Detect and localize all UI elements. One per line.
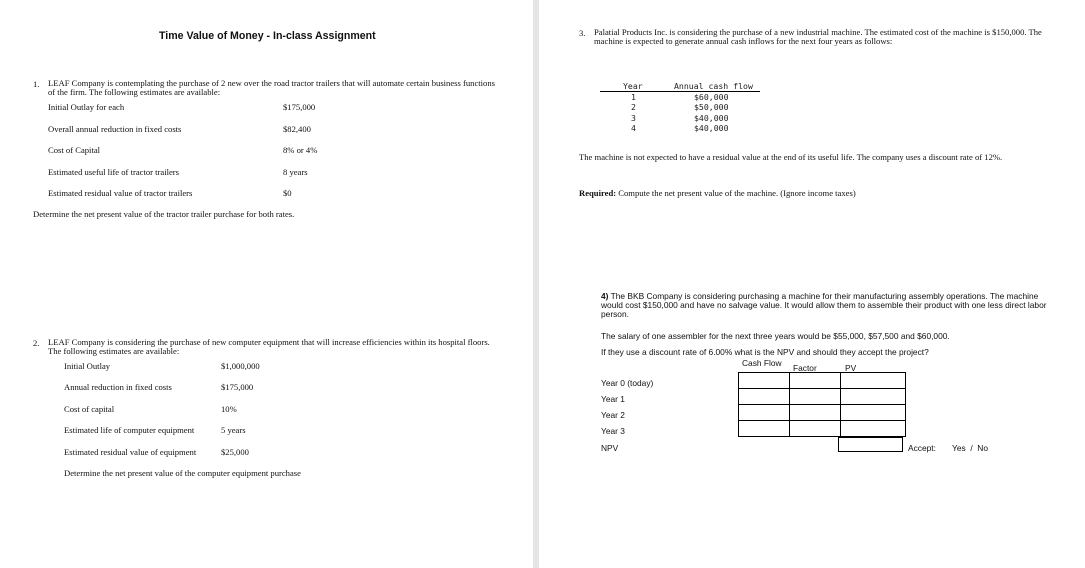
q1-number: 1. <box>33 79 40 89</box>
pv-cell[interactable] <box>841 405 906 421</box>
q2-row-value: 5 years <box>221 425 246 435</box>
q1-row-value: 8 years <box>283 167 308 177</box>
q3-required-line <box>579 188 856 198</box>
q2-row-label: Annual reduction in fixed costs <box>64 382 172 392</box>
q1-text: LEAF Company is contemplating the purchase of 2 new over the road tractor trailers that will automate certain business functions of the firm. The following estimates are available: <box>48 78 495 97</box>
factor-cell[interactable] <box>790 373 841 389</box>
cash-flow-cell[interactable] <box>739 389 790 405</box>
q2-row-value: $175,000 <box>221 382 254 392</box>
row-label-npv: NPV <box>601 443 619 453</box>
cash-flow-cell[interactable] <box>739 373 790 389</box>
q2-text: LEAF Company is considering the purchase of new computer equipment that will increase efficiencies within its hospital floors. The following estimates are available: <box>48 337 490 356</box>
q3-year-cell: 4 <box>631 123 636 133</box>
left-page <box>0 0 533 568</box>
q3-required-label: Required: <box>579 188 617 198</box>
factor-cell[interactable] <box>790 421 841 437</box>
q3-flow-cell: $50,000 <box>694 102 729 112</box>
q2-row-label: Estimated life of computer equipment <box>64 425 195 435</box>
q3-flow-header: Annual cash flow <box>674 81 753 91</box>
q2-instruction: Determine the net present value of the computer equipment purchase <box>64 468 301 478</box>
q3-year-cell: 1 <box>631 92 636 102</box>
q3-note: The machine is not expected to have a residual value at the end of its useful life. The company uses a discount rate of 12%. <box>579 152 1003 162</box>
q1-row-label: Initial Outlay for each <box>48 102 125 112</box>
factor-cell[interactable] <box>790 405 841 421</box>
q1-row-value: $0 <box>283 188 292 198</box>
col-header-cash-flow: Cash Flow <box>742 358 782 368</box>
npv-worksheet-table <box>738 372 906 437</box>
row-label-year0: Year 0 (today) <box>601 378 654 388</box>
q2-row-value: $25,000 <box>221 447 249 457</box>
q1-row-label: Estimated residual value of tractor trailers <box>48 188 193 198</box>
q3-year-cell: 2 <box>631 102 636 112</box>
accept-label: Accept: <box>908 443 936 453</box>
header-rule <box>600 91 760 92</box>
q4-number: 4) <box>601 291 609 301</box>
q3-required-text: Compute the net present value of the machine. (Ignore income taxes) <box>618 188 856 198</box>
q4-text1: 4) The BKB Company is considering purchasing a machine for their manufacturing assembly operations. The machine would cost $150,000 and have no salvage value. It would allow them to assemble their product with one less direct labor person. <box>601 291 1047 319</box>
row-label-year1: Year 1 <box>601 394 625 404</box>
q1-row-label: Cost of Capital <box>48 145 101 155</box>
q1-row-value: $82,400 <box>283 124 311 134</box>
right-page <box>539 0 1085 568</box>
q3-flow-cell: $60,000 <box>694 92 729 102</box>
table-row <box>739 373 906 389</box>
q1-row-label: Overall annual reduction in fixed costs <box>48 124 182 134</box>
accept-options[interactable]: Yes / No <box>952 443 989 453</box>
pv-cell[interactable] <box>841 389 906 405</box>
col-header-pv: PV <box>845 363 857 373</box>
table-row <box>739 421 906 437</box>
q3-number: 3. <box>579 28 586 38</box>
table-row <box>739 389 906 405</box>
q2-row-label: Estimated residual value of equipment <box>64 447 197 457</box>
q3-flow-cell: $40,000 <box>694 113 729 123</box>
q3-flow-cell: $40,000 <box>694 123 729 133</box>
q2-row-label: Cost of capital <box>64 404 115 414</box>
pv-cell[interactable] <box>841 421 906 437</box>
factor-cell[interactable] <box>790 389 841 405</box>
col-header-factor: Factor <box>793 363 817 373</box>
npv-cell[interactable] <box>838 437 903 452</box>
q1-row-label: Estimated useful life of tractor trailers <box>48 167 180 177</box>
q4-text2: The salary of one assembler for the next three years would be $55,000, $57,500 and $60,000. <box>601 331 950 341</box>
q3-year-header: Year <box>623 81 643 91</box>
q1-row-value: $175,000 <box>283 102 316 112</box>
page-title: Time Value of Money - In-class Assignment <box>159 30 376 42</box>
cash-flow-cell[interactable] <box>739 405 790 421</box>
q2-number: 2. <box>33 338 40 348</box>
q2-row-value: 10% <box>221 404 237 414</box>
q2-row-value: $1,000,000 <box>221 361 260 371</box>
pv-cell[interactable] <box>841 373 906 389</box>
q4-text3: If they use a discount rate of 6.00% what is the NPV and should they accept the project? <box>601 347 929 357</box>
table-row <box>739 405 906 421</box>
row-label-year3: Year 3 <box>601 426 625 436</box>
q2-row-label: Initial Outlay <box>64 361 111 371</box>
q3-text: Palatial Products Inc. is considering the purchase of a new industrial machine. The estimated cost of the machine is $150,000. The machine is expected to generate annual cash inflows for the next four years as follows: <box>594 27 1042 46</box>
cash-flow-cell[interactable] <box>739 421 790 437</box>
q1-instruction: Determine the net present value of the tractor trailer purchase for both rates. <box>33 209 295 219</box>
row-label-year2: Year 2 <box>601 410 625 420</box>
q3-year-cell: 3 <box>631 113 636 123</box>
q1-row-value: 8% or 4% <box>283 145 318 155</box>
